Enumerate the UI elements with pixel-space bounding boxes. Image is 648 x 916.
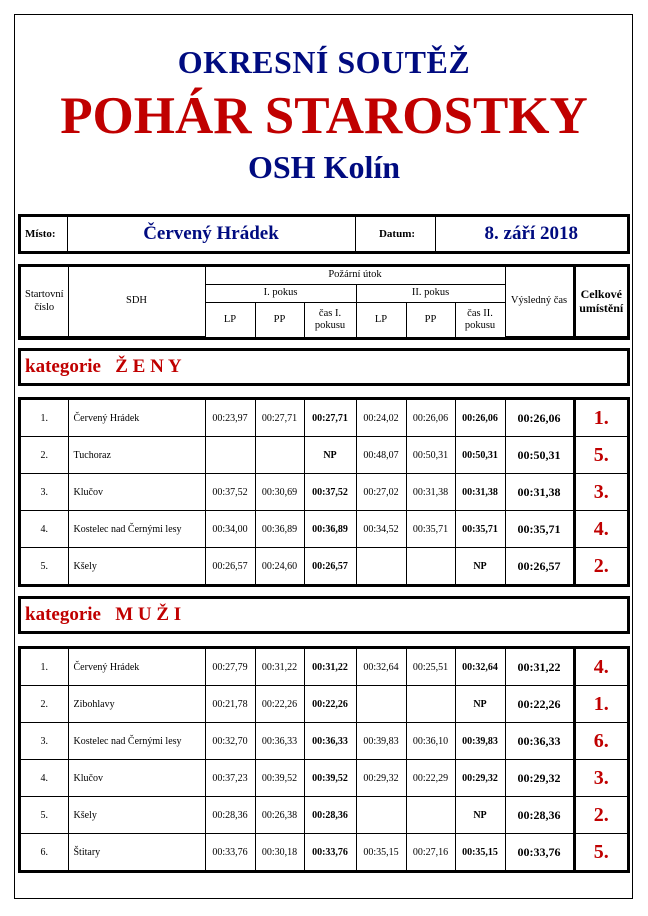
cas1-time: 00:28,36 [304,797,356,834]
start-number: 3. [21,474,68,511]
start-number: 5. [21,548,68,585]
lp1-time: 00:26,57 [205,548,255,585]
pp1-time: 00:27,71 [255,400,304,437]
cas1-time: 00:22,26 [304,686,356,723]
lp2-time: 00:48,07 [356,437,406,474]
table-row [21,649,627,686]
col-pp1: PP [255,302,304,336]
cas2-time: 00:31,38 [455,474,505,511]
lp2-time: 00:27,02 [356,474,406,511]
cas1-time: 00:31,22 [304,649,356,686]
pp2-time [406,686,455,723]
result-time: 00:26,57 [505,548,574,585]
cas1-time: 00:37,52 [304,474,356,511]
result-time: 00:36,33 [505,723,574,760]
category-muzi [18,596,630,634]
result-time: 00:33,76 [505,834,574,871]
pp1-time: 00:24,60 [255,548,304,585]
lp1-time: 00:21,78 [205,686,255,723]
cas2-time: 00:35,71 [455,511,505,548]
team-name: Červený Hrádek [68,649,205,686]
cas1-time: 00:36,89 [304,511,356,548]
pp2-time [406,797,455,834]
table-row [21,834,627,871]
table-row [21,548,627,585]
table-row [21,686,627,723]
cas2-time: 00:26,06 [455,400,505,437]
team-name: Kšely [68,548,205,585]
start-number: 4. [21,511,68,548]
team-name: Červený Hrádek [68,400,205,437]
placement: 4. [574,649,627,686]
pp1-time: 00:31,22 [255,649,304,686]
table-row [21,400,627,437]
misto-label: Místo: [21,217,67,251]
cas1-time: NP [304,437,356,474]
placement: 5. [574,437,627,474]
category-zeny [18,348,630,386]
lp2-time: 00:24,02 [356,400,406,437]
lp1-time: 00:27,79 [205,649,255,686]
team-name: Kostelec nad Černými lesy [68,723,205,760]
col-lp1: LP [205,302,255,336]
lp2-time: 00:29,32 [356,760,406,797]
pp2-time: 00:35,71 [406,511,455,548]
team-name: Tuchoraz [68,437,205,474]
start-number: 3. [21,723,68,760]
pp1-time: 00:26,38 [255,797,304,834]
pp2-time: 00:50,31 [406,437,455,474]
cas2-time: 00:29,32 [455,760,505,797]
table-row [21,760,627,797]
pp1-time: 00:30,69 [255,474,304,511]
col-pp2: PP [406,302,455,336]
team-name: Klučov [68,474,205,511]
lp1-time [205,437,255,474]
pp1-time: 00:22,26 [255,686,304,723]
col-cas1: čas I. pokusu [304,302,356,336]
start-number: 2. [21,437,68,474]
pp2-time: 00:26,06 [406,400,455,437]
muzi-table [18,646,630,873]
result-time: 00:26,06 [505,400,574,437]
datum-label: Datum: [355,217,435,251]
col-celkove: Celkové umístění [574,267,627,337]
start-number: 4. [21,760,68,797]
table-row [21,797,627,834]
placement: 2. [574,548,627,585]
lp1-time: 00:37,23 [205,760,255,797]
team-name: Zibohlavy [68,686,205,723]
pp2-time: 00:36,10 [406,723,455,760]
result-time: 00:50,31 [505,437,574,474]
team-name: Kšely [68,797,205,834]
cas2-time: 00:32,64 [455,649,505,686]
cas1-time: 00:26,57 [304,548,356,585]
pp2-time [406,548,455,585]
col-pokus1: I. pokus [205,284,356,302]
placement: 2. [574,797,627,834]
result-time: 00:28,36 [505,797,574,834]
placement: 6. [574,723,627,760]
cas2-time: 00:50,31 [455,437,505,474]
cas2-time: 00:35,15 [455,834,505,871]
placement: 3. [574,474,627,511]
start-number: 1. [21,649,68,686]
start-number: 1. [21,400,68,437]
lp2-time: 00:32,64 [356,649,406,686]
pp2-time: 00:22,29 [406,760,455,797]
table-row [21,474,627,511]
team-name: Kostelec nad Černými lesy [68,511,205,548]
cas2-time: NP [455,686,505,723]
team-name: Štitary [68,834,205,871]
cas2-time: NP [455,797,505,834]
pp1-time: 00:36,33 [255,723,304,760]
col-pozarni-utok: Požární útok [205,267,505,284]
pp1-time: 00:36,89 [255,511,304,548]
placement: 1. [574,400,627,437]
lp1-time: 00:23,97 [205,400,255,437]
col-sdh: SDH [68,267,205,337]
result-time: 00:31,38 [505,474,574,511]
start-number: 5. [21,797,68,834]
table-row [21,511,627,548]
lp2-time [356,686,406,723]
pp2-time: 00:27,16 [406,834,455,871]
category-muzi-label: kategorie M U Ž I [25,604,182,625]
col-pokus2: II. pokus [356,284,505,302]
datum-value: 8. září 2018 [435,217,627,251]
placement: 5. [574,834,627,871]
lp2-time [356,548,406,585]
header-line3: OSH Kolín [247,149,401,185]
header-line1: OKRESNÍ SOUTĚŽ [177,44,471,80]
placement: 1. [574,686,627,723]
cas2-time: NP [455,548,505,585]
column-header [18,264,630,340]
col-lp2: LP [356,302,406,336]
info-box [18,214,630,254]
cas1-time: 00:39,52 [304,760,356,797]
lp2-time: 00:34,52 [356,511,406,548]
pp2-time: 00:25,51 [406,649,455,686]
pp1-time [255,437,304,474]
category-zeny-label: kategorie Ž E N Y [25,356,182,377]
misto-value: Červený Hrádek [67,217,355,251]
col-vysledny: Výsledný čas [505,267,574,337]
lp1-time: 00:32,70 [205,723,255,760]
pp1-time: 00:39,52 [255,760,304,797]
result-time: 00:22,26 [505,686,574,723]
cas2-time: 00:39,83 [455,723,505,760]
result-time: 00:35,71 [505,511,574,548]
lp2-time: 00:35,15 [356,834,406,871]
start-number: 2. [21,686,68,723]
lp2-time: 00:39,83 [356,723,406,760]
result-time: 00:29,32 [505,760,574,797]
header-line2: POHÁR STAROSTKY [60,87,588,145]
lp2-time [356,797,406,834]
table-row [21,723,627,760]
start-number: 6. [21,834,68,871]
cas1-time: 00:36,33 [304,723,356,760]
zeny-table [18,397,630,587]
result-time: 00:31,22 [505,649,574,686]
pp1-time: 00:30,18 [255,834,304,871]
lp1-time: 00:34,00 [205,511,255,548]
cas1-time: 00:33,76 [304,834,356,871]
placement: 3. [574,760,627,797]
team-name: Klučov [68,760,205,797]
table-row [21,437,627,474]
lp1-time: 00:33,76 [205,834,255,871]
lp1-time: 00:37,52 [205,474,255,511]
lp1-time: 00:28,36 [205,797,255,834]
placement: 4. [574,511,627,548]
cas1-time: 00:27,71 [304,400,356,437]
col-cas2: čas II. pokusu [455,302,505,336]
pp2-time: 00:31,38 [406,474,455,511]
col-start: Startovní číslo [21,267,68,337]
